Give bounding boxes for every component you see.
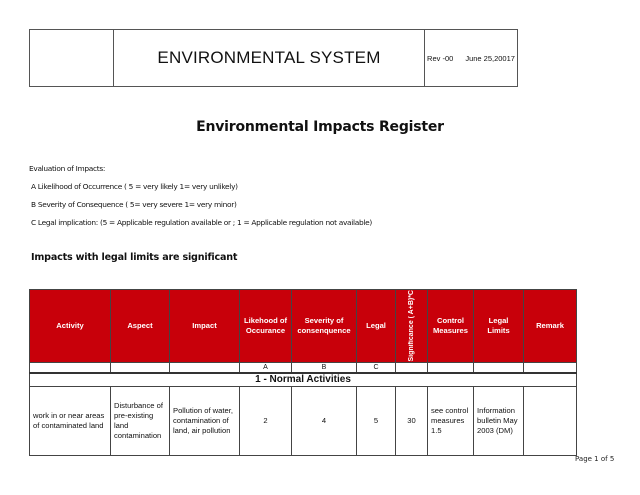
cell-activity: work in or near areas of contaminated land [30,386,111,455]
document-header [29,29,518,87]
impacts-register-table [29,289,577,456]
significance-note: Impacts with legal limits are significant [31,252,238,263]
section-title: 1 - Normal Activities [30,373,577,387]
logo-cell [30,30,114,86]
cell-legal: 5 [357,386,396,455]
letter-b: B [292,362,357,373]
cell-control-measures: see control measures 1.5 [428,386,474,455]
column-header-legal: Legal [357,290,396,363]
cell-legal-limits: Information bulletin May 2003 (DM) [474,386,524,455]
column-header-severity: Severity of consenquence [292,290,357,363]
evaluation-legend [29,164,372,236]
evaluation-heading: Evaluation of Impacts: [29,164,106,173]
column-header-legal-limits: Legal Limits [474,290,524,363]
cell-aspect: Disturbance of pre-existing land contamination [111,386,170,455]
system-title: ENVIRONMENTAL SYSTEM [114,30,425,86]
cell-remark [524,386,577,455]
column-header-remark: Remark [524,290,577,363]
column-header-control-measures: Control Measures [428,290,474,363]
letter-a: A [240,362,292,373]
column-header-aspect: Aspect [111,290,170,363]
evaluation-a: A Likelihood of Occurrence ( 5 = very likely 1= very unlikely) [31,182,238,191]
page-title: Environmental Impacts Register [196,119,444,135]
significance-label: Significance ( A+B)*C [407,290,415,362]
revision-date: June 25,20017 [465,53,515,63]
revision-info [425,30,517,86]
column-header-likelihood: Likehood of Occurance [240,290,292,363]
cell-significance: 30 [396,386,428,455]
column-header-impact: Impact [170,290,240,363]
evaluation-b: B Severity of Consequence ( 5= very severe 1= very minor) [31,200,237,209]
page-number: Page 1 of 5 [575,455,615,463]
letter-c: C [357,362,396,373]
column-letters-row [30,362,577,373]
revision-number: Rev -00 [427,53,454,63]
column-header-activity: Activity [30,290,111,363]
column-header-significance [396,290,428,363]
cell-severity: 4 [292,386,357,455]
cell-likelihood: 2 [240,386,292,455]
cell-impact: Pollution of water, contamination of land, air pollution [170,386,240,455]
evaluation-c: C Legal implication: (5 = Applicable regulation available or ; 1 = Applicable regulation not available) [31,218,372,227]
section-row [30,373,577,387]
table-row [30,386,577,455]
table-header-row [30,290,577,363]
